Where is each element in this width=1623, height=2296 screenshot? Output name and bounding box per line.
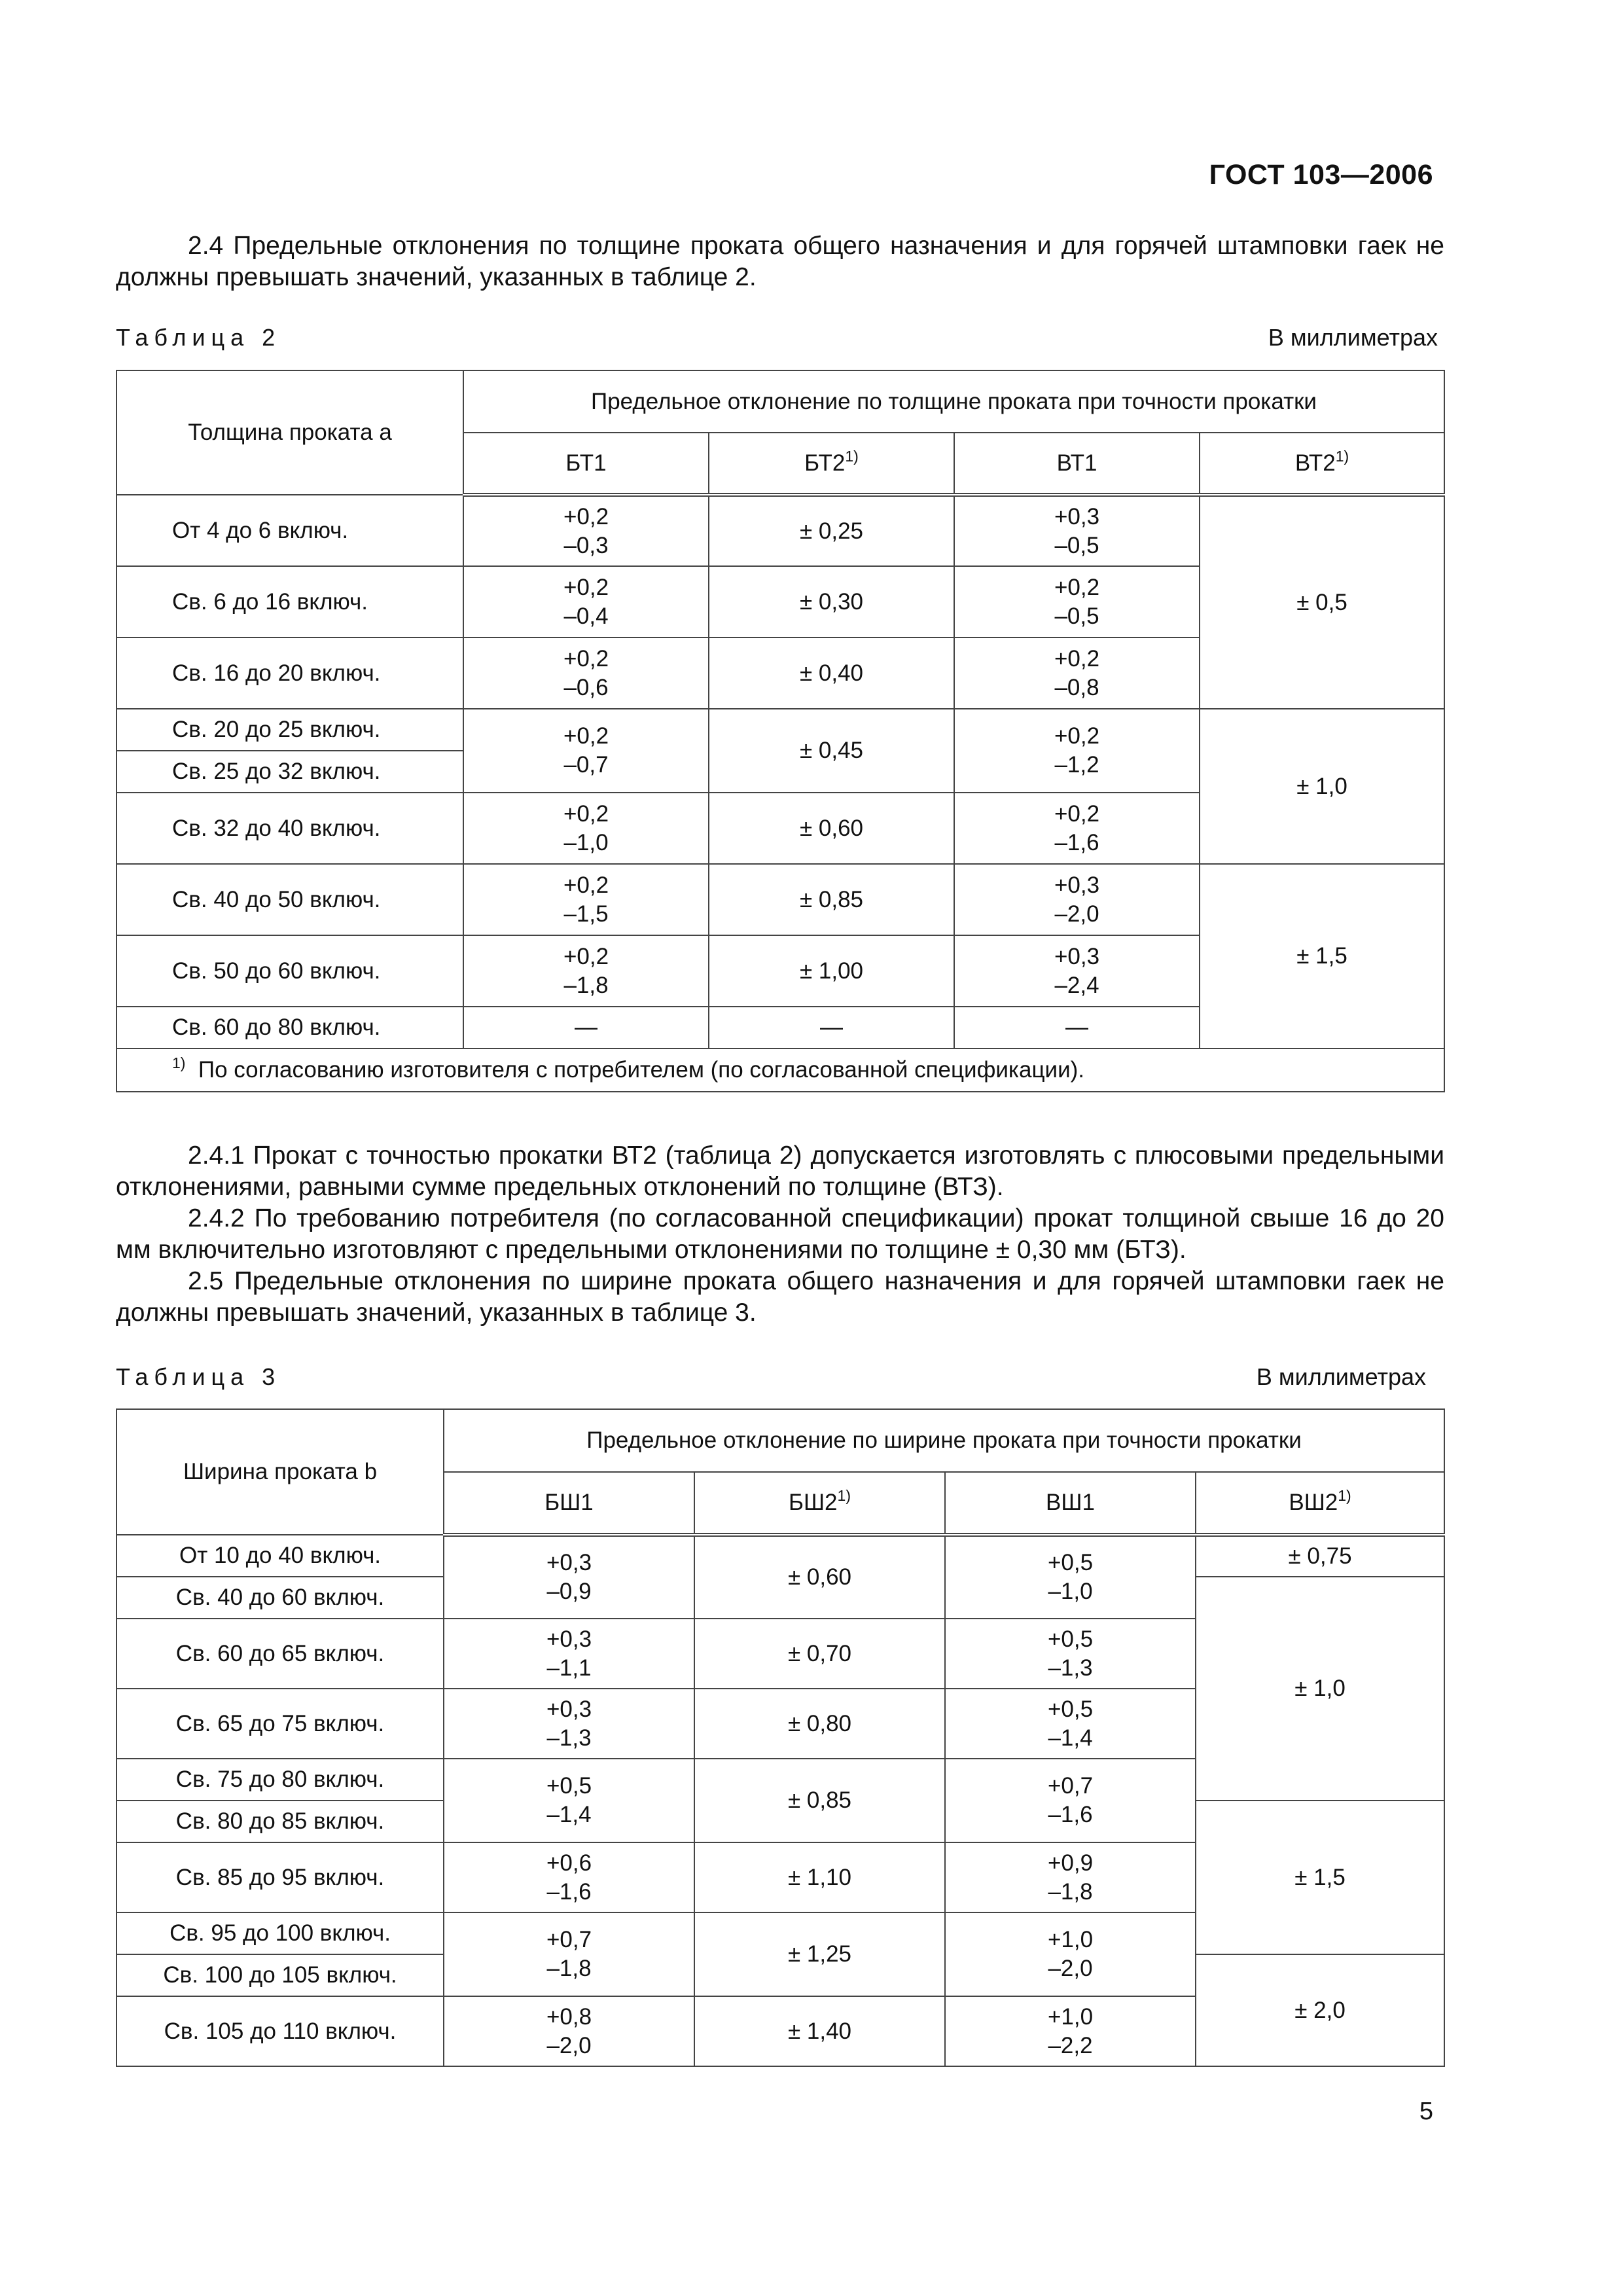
table-3-caption	[116, 1363, 1438, 1391]
table-2-units: В миллиметрах	[1268, 324, 1438, 351]
table-cell: Св. 75 до 80 включ.	[116, 1759, 444, 1801]
table-cell: ± 0,25	[709, 495, 954, 566]
table-cell: +0,2 –0,3	[463, 495, 709, 566]
table-cell: ± 0,75	[1196, 1535, 1444, 1577]
table-cell: +0,3 –1,1	[444, 1619, 694, 1689]
table-cell: +0,2 –0,4	[463, 566, 709, 637]
table-cell: ± 0,85	[694, 1759, 945, 1842]
table-cell: Св. 40 до 50 включ.	[116, 864, 463, 935]
table-cell: +1,0 –2,0	[945, 1912, 1196, 1996]
table-cell: Св. 16 до 20 включ.	[116, 637, 463, 709]
table-2-col-thickness: Толщина проката a	[116, 370, 463, 495]
table-cell: ± 0,5	[1200, 495, 1444, 709]
table-cell: +0,6 –1,6	[444, 1842, 694, 1912]
table-cell: —	[709, 1007, 954, 1049]
table-cell: Св. 95 до 100 включ.	[116, 1912, 444, 1954]
table-cell: +0,2 –0,6	[463, 637, 709, 709]
table-3	[116, 1408, 1445, 2067]
table-cell: Св. 50 до 60 включ.	[116, 935, 463, 1007]
table-cell: +0,2 –0,7	[463, 709, 709, 793]
table-cell: ± 1,0	[1196, 1577, 1444, 1801]
table-cell: ± 0,60	[694, 1535, 945, 1619]
table-cell: +0,3 –2,4	[954, 935, 1200, 1007]
table-cell: +0,5 –1,4	[444, 1759, 694, 1842]
table-cell: —	[954, 1007, 1200, 1049]
table-cell: Св. 32 до 40 включ.	[116, 793, 463, 864]
table-cell: Св. 25 до 32 включ.	[116, 751, 463, 793]
table-cell: +0,7 –1,8	[444, 1912, 694, 1996]
table-cell: ± 0,30	[709, 566, 954, 637]
table-cell: ± 1,5	[1200, 864, 1444, 1049]
table-cell: +0,2 –1,0	[463, 793, 709, 864]
table-2-col-vt2: ВТ2$^{1)}$	[1200, 433, 1444, 495]
table-cell: ± 2,0	[1196, 1954, 1444, 2066]
table-cell: Св. 105 до 110 включ.	[116, 1996, 444, 2066]
table-2	[116, 370, 1445, 1092]
table-cell: ± 0,40	[709, 637, 954, 709]
table-row	[116, 709, 1444, 751]
table-2-col-bt2: БТ2$^{1)}$	[709, 433, 954, 495]
table-cell: Св. 65 до 75 включ.	[116, 1689, 444, 1759]
table-3-col-vs2: ВШ2$^{1)}$	[1196, 1472, 1444, 1535]
table-cell: ± 0,80	[694, 1689, 945, 1759]
table-2-title: Таблица 2	[116, 324, 281, 351]
table-row	[116, 864, 1444, 935]
table-cell: Св. 100 до 105 включ.	[116, 1954, 444, 1996]
table-cell: +1,0 –2,2	[945, 1996, 1196, 2066]
table-cell: +0,3 –2,0	[954, 864, 1200, 935]
table-cell: +0,3 –1,3	[444, 1689, 694, 1759]
document-header: ГОСТ 103—2006	[1209, 159, 1433, 190]
table-row	[116, 495, 1444, 566]
table-3-group-header: Предельное отклонение по ширине проката при точности прокатки	[444, 1409, 1444, 1472]
table-cell: —	[463, 1007, 709, 1049]
table-cell: +0,9 –1,8	[945, 1842, 1196, 1912]
table-cell: +0,2 –1,8	[463, 935, 709, 1007]
table-cell: От 10 до 40 включ.	[116, 1535, 444, 1577]
table-cell: Св. 80 до 85 включ.	[116, 1801, 444, 1842]
table-cell: +0,2 –1,6	[954, 793, 1200, 864]
table-2-group-header: Предельное отклонение по толщине проката при точности прокатки	[463, 370, 1444, 433]
table-cell: +0,5 –1,3	[945, 1619, 1196, 1689]
page-number: 5	[1419, 2098, 1433, 2125]
table-cell: +0,3 –0,9	[444, 1535, 694, 1619]
table-cell: ± 1,10	[694, 1842, 945, 1912]
table-cell: Св. 60 до 65 включ.	[116, 1619, 444, 1689]
table-cell: ± 1,40	[694, 1996, 945, 2066]
table-3-col-bs1: БШ1	[444, 1472, 694, 1535]
table-3-col-bs2: БШ2$^{1)}$	[694, 1472, 945, 1535]
table-cell: ± 1,25	[694, 1912, 945, 1996]
table-2-caption	[116, 324, 1438, 351]
table-cell: +0,2 –0,8	[954, 637, 1200, 709]
table-cell: ± 0,45	[709, 709, 954, 793]
table-cell: ± 1,00	[709, 935, 954, 1007]
table-cell: ± 0,85	[709, 864, 954, 935]
table-2-col-vt1: ВТ1	[954, 433, 1200, 495]
table-cell: Св. 60 до 80 включ.	[116, 1007, 463, 1049]
paragraph-2-4-2: 2.4.2 По требованию потребителя (по согласованной спецификации) прокат толщиной свыше 16 до 20 мм включительно изготовляют с предельными отклонениями по толщине ± 0,30 мм (БТЗ).	[116, 1204, 1444, 1264]
table-3-title: Таблица 3	[116, 1363, 281, 1390]
paragraph-2-5: 2.5 Предельные отклонения по ширине проката общего назначения и для горячей штамповки гаек не должны превышать значений, указанных в таблице 3.	[116, 1267, 1444, 1327]
paragraph-2-4: 2.4 Предельные отклонения по толщине проката общего назначения и для горячей штамповки гаек не должны превышать значений, указанных в таблице 2.	[116, 232, 1444, 291]
table-cell: ± 1,0	[1200, 709, 1444, 864]
table-cell: ± 0,70	[694, 1619, 945, 1689]
table-cell: +0,5 –1,0	[945, 1535, 1196, 1619]
table-cell: Св. 85 до 95 включ.	[116, 1842, 444, 1912]
table-2-footnote: $^{1)}$ По согласованию изготовителя с потребителем (по согласованной спецификации).	[116, 1049, 1444, 1092]
table-cell: +0,7 –1,6	[945, 1759, 1196, 1842]
table-cell: +0,2 –1,2	[954, 709, 1200, 793]
table-cell: Св. 40 до 60 включ.	[116, 1577, 444, 1619]
table-cell: +0,5 –1,4	[945, 1689, 1196, 1759]
table-cell: Св. 6 до 16 включ.	[116, 566, 463, 637]
table-3-col-width: Ширина проката b	[116, 1409, 444, 1535]
table-cell: +0,8 –2,0	[444, 1996, 694, 2066]
table-3-units: В миллиметрах	[1256, 1363, 1426, 1390]
paragraph-2-4-1: 2.4.1 Прокат с точностью прокатки ВТ2 (таблица 2) допускается изготовлять с плюсовыми предельными отклонениями, равными сумме предельных отклонений по толщине (ВТЗ).	[116, 1141, 1444, 1201]
table-cell: От 4 до 6 включ.	[116, 495, 463, 566]
table-cell: +0,3 –0,5	[954, 495, 1200, 566]
table-row	[116, 1535, 1444, 1577]
table-3-col-vs1: ВШ1	[945, 1472, 1196, 1535]
table-cell: +0,2 –1,5	[463, 864, 709, 935]
table-2-col-bt1: БТ1	[463, 433, 709, 495]
table-cell: ± 1,5	[1196, 1801, 1444, 1954]
table-cell: Св. 20 до 25 включ.	[116, 709, 463, 751]
table-cell: ± 0,60	[709, 793, 954, 864]
table-cell: +0,2 –0,5	[954, 566, 1200, 637]
